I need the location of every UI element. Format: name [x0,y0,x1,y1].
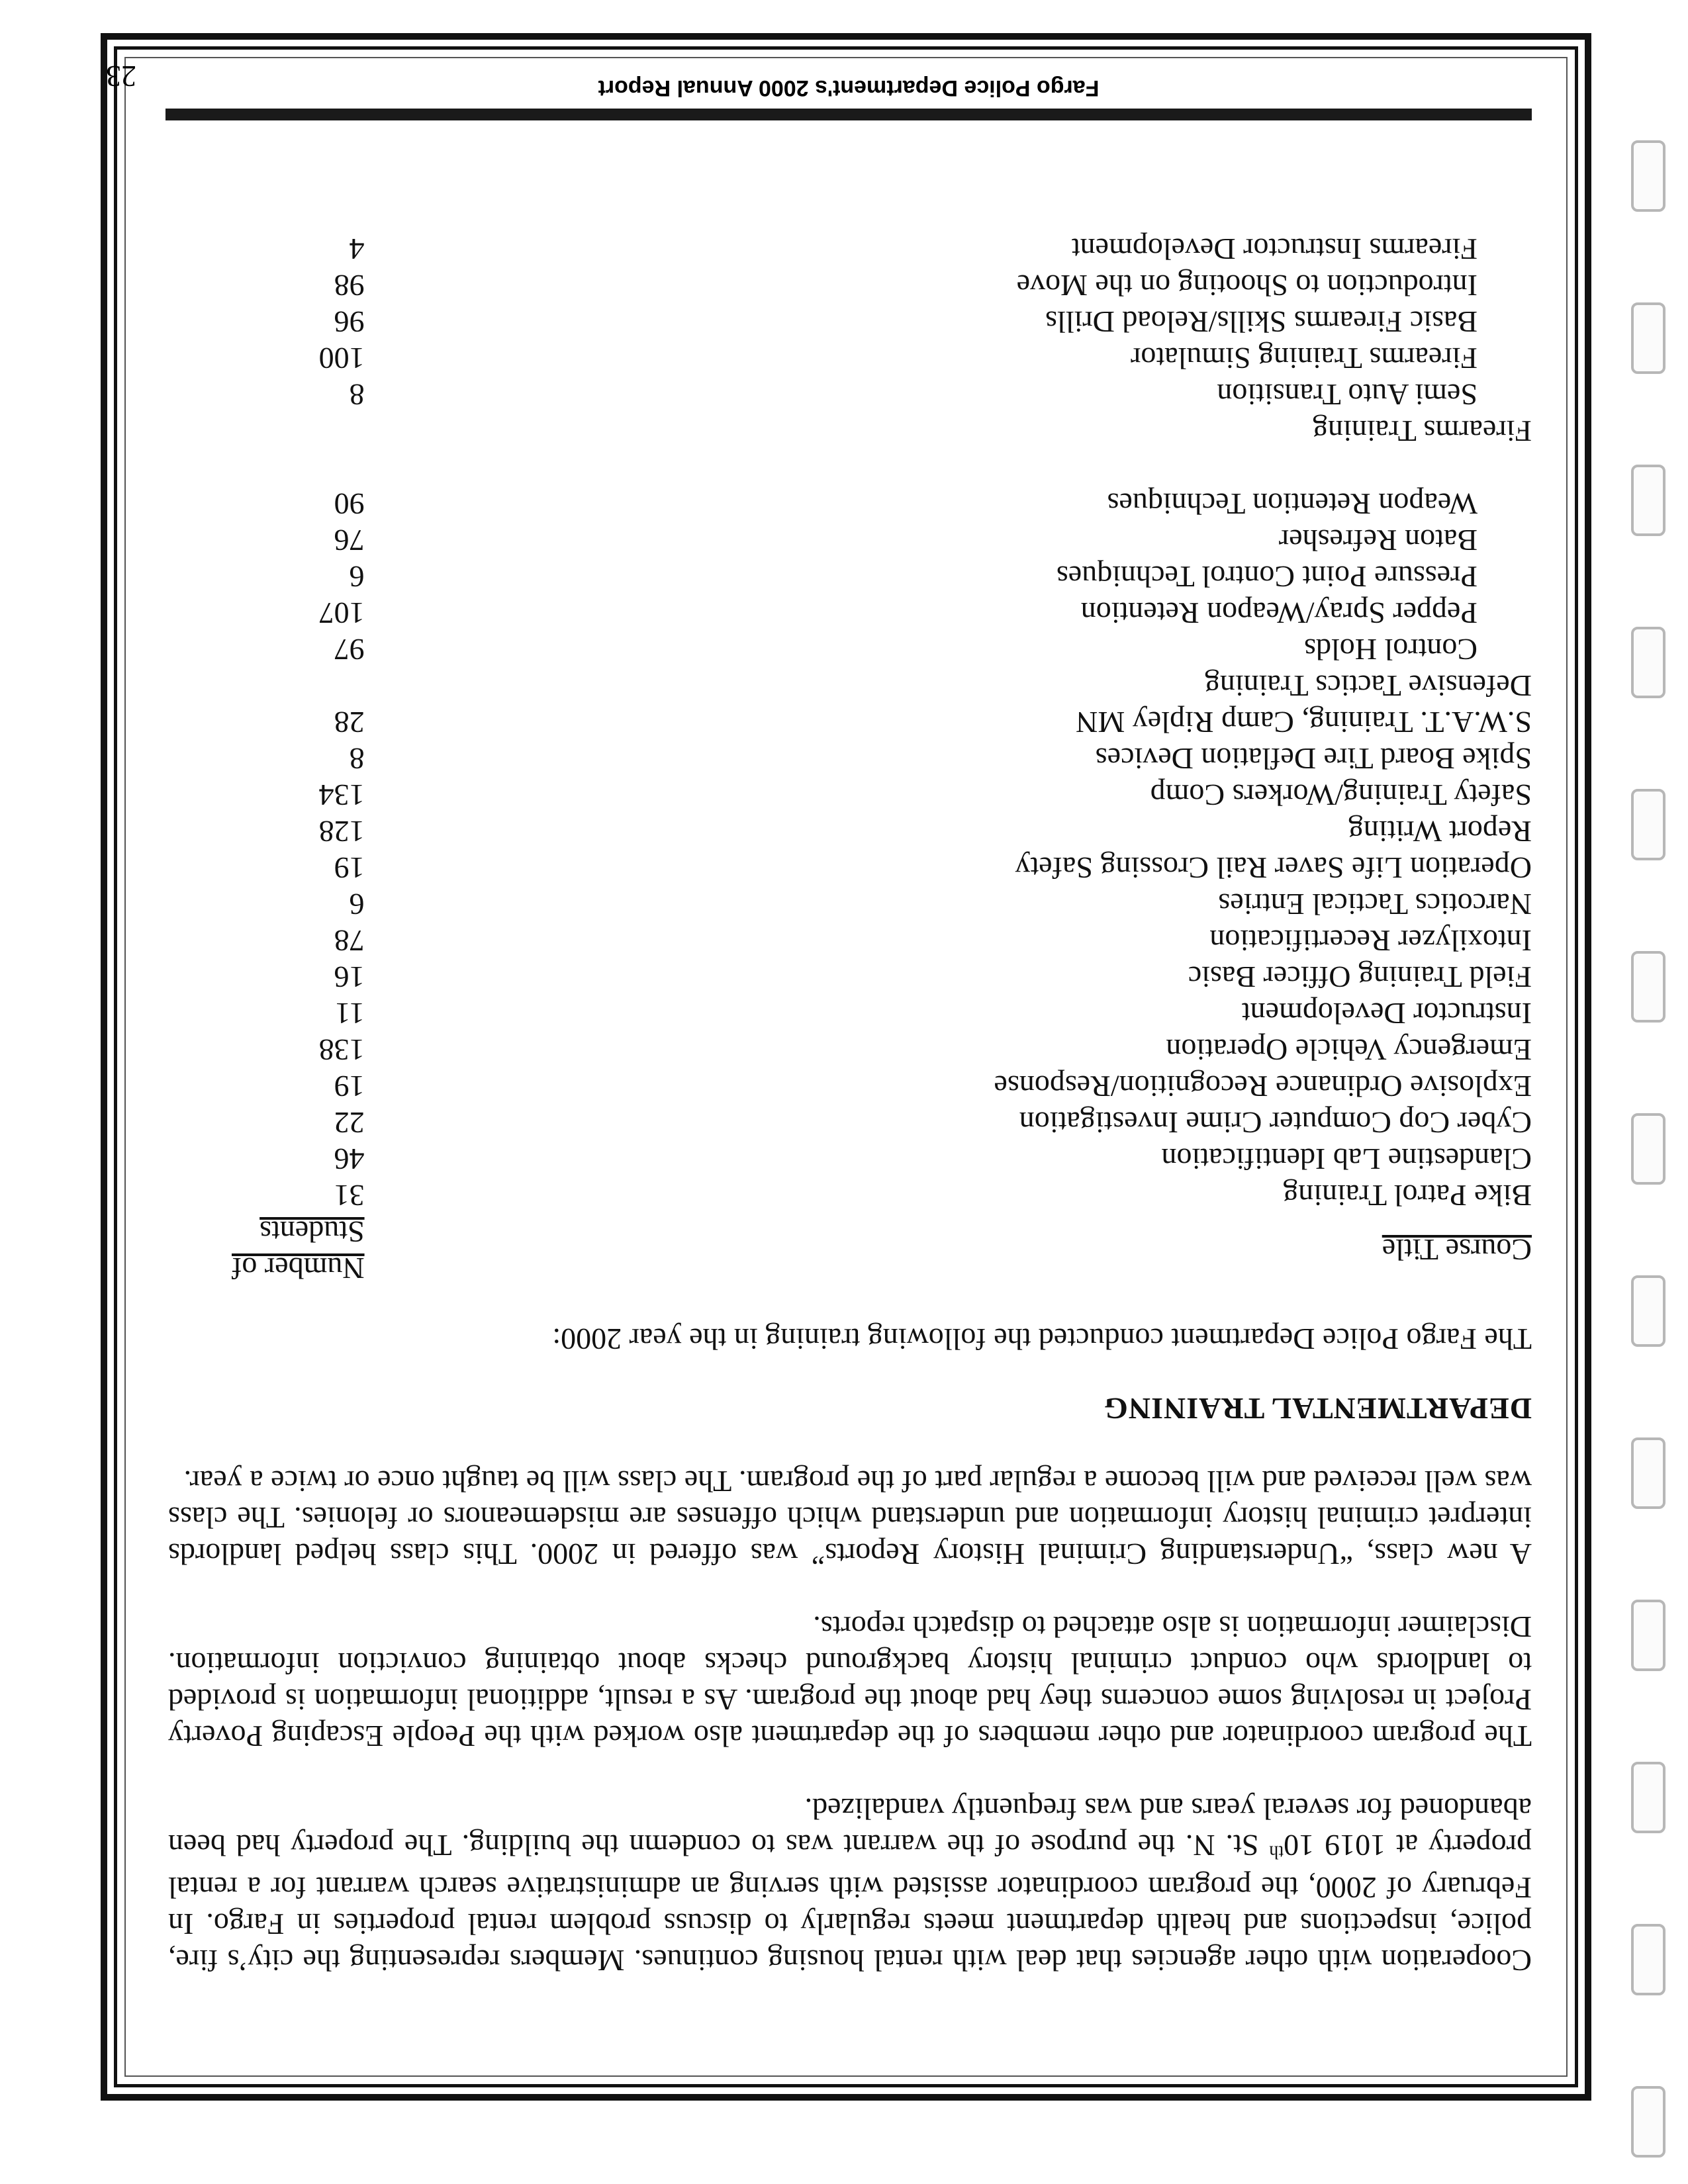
student-count-cell: 90 [334,486,365,521]
table-header-row [168,1214,1532,1287]
course-title-cell: Firearms Instructor Development [1071,232,1477,266]
student-count-cell: 76 [334,523,365,557]
course-title-cell: Intoxilyzer Recertification [1209,923,1532,958]
student-count-cell: 107 [318,596,365,630]
course-title-cell: Report Writing [1348,814,1532,848]
binder-hole [1631,302,1665,374]
paragraph-criminal-history-class: A new class, “Understanding Criminal History Reports” was offered in 2000. This class helped landlords interpret criminal history information and understand which offenses are misdemeanors or felonies. The class was well received and will become a regular part of the program. The class will be taught once or twice a year. [168,1464,1532,1571]
course-title-cell: Spike Board Tire Deflation Devices [1095,741,1532,776]
table-row [168,1141,1532,1177]
course-title-cell: Instructor Development [1241,996,1532,1030]
binder-hole [1631,1924,1665,1995]
course-title-cell: Cyber Cop Computer Crime Investigation [1019,1105,1532,1140]
column-header-course-title: Course Title [1382,1233,1532,1267]
footer-title: Fargo Police Department's 2000 Annual Report [598,75,1100,101]
table-row [168,995,1532,1032]
student-count-cell [168,449,365,486]
table-row [168,886,1532,923]
course-title-cell: Control Holds [1304,632,1477,666]
course-title-cell: Emergency Vehicle Operation [1166,1032,1532,1067]
page-number: 23 [106,60,136,93]
table-row [168,813,1532,850]
table-row [168,595,1532,631]
binder-hole [1631,1437,1665,1509]
student-count-cell: 28 [334,705,365,739]
student-count-cell [168,668,365,704]
binder-hole [1631,627,1665,698]
student-count-cell: 19 [334,850,365,885]
course-title-cell: Weapon Retention Techniques [1107,486,1477,521]
table-row [168,1068,1532,1105]
table-row [168,1105,1532,1141]
student-count-cell: 8 [349,741,365,776]
student-count-cell: 4 [349,232,365,266]
course-title-cell: Clandestine Lab Identification [1161,1142,1532,1176]
course-title-cell: Narcotics Tactical Entries [1218,887,1532,921]
binder-hole [1631,1762,1665,1833]
student-count-cell: 11 [335,996,365,1030]
student-count-cell: 96 [334,304,365,339]
course-title-cell: Defensive Tactics Training [1204,668,1532,703]
student-count-cell: 22 [334,1105,365,1140]
table-row [168,923,1532,959]
course-title-cell: Firearms Training [1313,414,1532,448]
table-row [168,1032,1532,1068]
table-row [168,267,1532,304]
student-count-cell: 6 [349,887,365,921]
section-heading: DEPARTMENTAL TRAINING [1103,1391,1532,1426]
binder-hole [1631,2086,1665,2158]
binder-hole [1631,465,1665,536]
course-title-cell [365,449,1532,486]
table-row [168,959,1532,995]
student-count-cell: 134 [318,778,365,812]
table-row [168,231,1532,267]
course-title-cell: Bike Patrol Training [1283,1178,1532,1212]
table-row [168,631,1532,668]
course-title-cell: Basic Firearms Skills/Reload Drills [1045,304,1477,339]
student-count-cell: 16 [334,960,365,994]
table-row [168,522,1532,559]
student-count-cell: 138 [318,1032,365,1067]
table-row [168,486,1532,522]
section-intro: The Fargo Police Department conducted the following training in the year 2000: [552,1322,1532,1356]
course-title-cell: Baton Refresher [1278,523,1477,557]
page-content [168,231,1532,1979]
course-title-cell: Explosive Ordinance Recognition/Response [994,1069,1532,1103]
paragraph-text: Cooperation with other agencies that deal with rental housing continues. Members representing the city’s fire, police, inspections and health department meets regularly to discuss problem rental properties in Fargo. In February of 2000, the program coordinator assisted with serving an administrative search warrant for a rental property at 1019 10th St. N. the purpose of the warrant was to condemn the building. The property had been abandoned for several years and was frequently vandalized. [168,1792,1532,1978]
table-row [168,704,1532,741]
training-table [168,231,1532,1287]
binder-hole [1631,789,1665,860]
table-row [168,850,1532,886]
binder-hole [1631,1275,1665,1347]
student-count-cell: 8 [349,377,365,412]
course-title-cell: Pressure Point Control Techniques [1056,559,1477,594]
course-title-cell: Safety Training/Workers Comp [1150,778,1532,812]
footer-rule [165,109,1532,120]
student-count-cell [168,413,365,449]
table-row [168,1177,1532,1214]
course-title-cell: Introduction to Shooting on the Move [1016,268,1477,302]
student-count-cell: 19 [334,1069,365,1103]
table-row [168,304,1532,340]
table-row [168,668,1532,704]
student-count-cell: 98 [334,268,365,302]
table-row [168,559,1532,595]
binder-hole [1631,140,1665,212]
course-title-cell: Operation Life Saver Rail Crossing Safety [1015,850,1532,885]
table-row [168,340,1532,377]
table-row [168,413,1532,449]
course-title-cell: Firearms Training Simulator [1131,341,1477,375]
table-row [168,741,1532,777]
course-title-cell: Field Training Officer Basic [1188,960,1532,994]
table-row [168,377,1532,413]
course-title-cell: S.W.A.T. Training, Camp Ripley MN [1076,705,1532,739]
student-count-cell: 128 [318,814,365,848]
student-count-cell: 6 [349,559,365,594]
binder-hole [1631,1113,1665,1185]
student-count-cell: 100 [318,341,365,375]
binder-holes [1628,26,1665,2158]
course-title-cell: Pepper Spray/Weapon Retention [1080,596,1477,630]
column-header-number-of-students: Number of Students [232,1214,365,1285]
training-table-body [168,231,1532,1214]
table-row [168,449,1532,486]
student-count-cell: 31 [334,1178,365,1212]
binder-hole [1631,951,1665,1023]
paragraph-people-escaping-poverty: The program coordinator and other members of the department also worked with the People Escaping Poverty Project in resolving some concerns they had about the program. As a result, additional information is provided to landlords who conduct criminal history background checks about obtaining conviction information. Disclaimer information is also attached to dispatch reports. [168,1610,1532,1753]
student-count-cell: 97 [334,632,365,666]
student-count-cell: 46 [334,1142,365,1176]
course-title-cell: Semi Auto Transition [1217,377,1477,412]
paragraph-rental-cooperation [168,1791,1532,1979]
binder-hole [1631,1600,1665,1671]
student-count-cell: 78 [334,923,365,958]
table-row [168,777,1532,813]
